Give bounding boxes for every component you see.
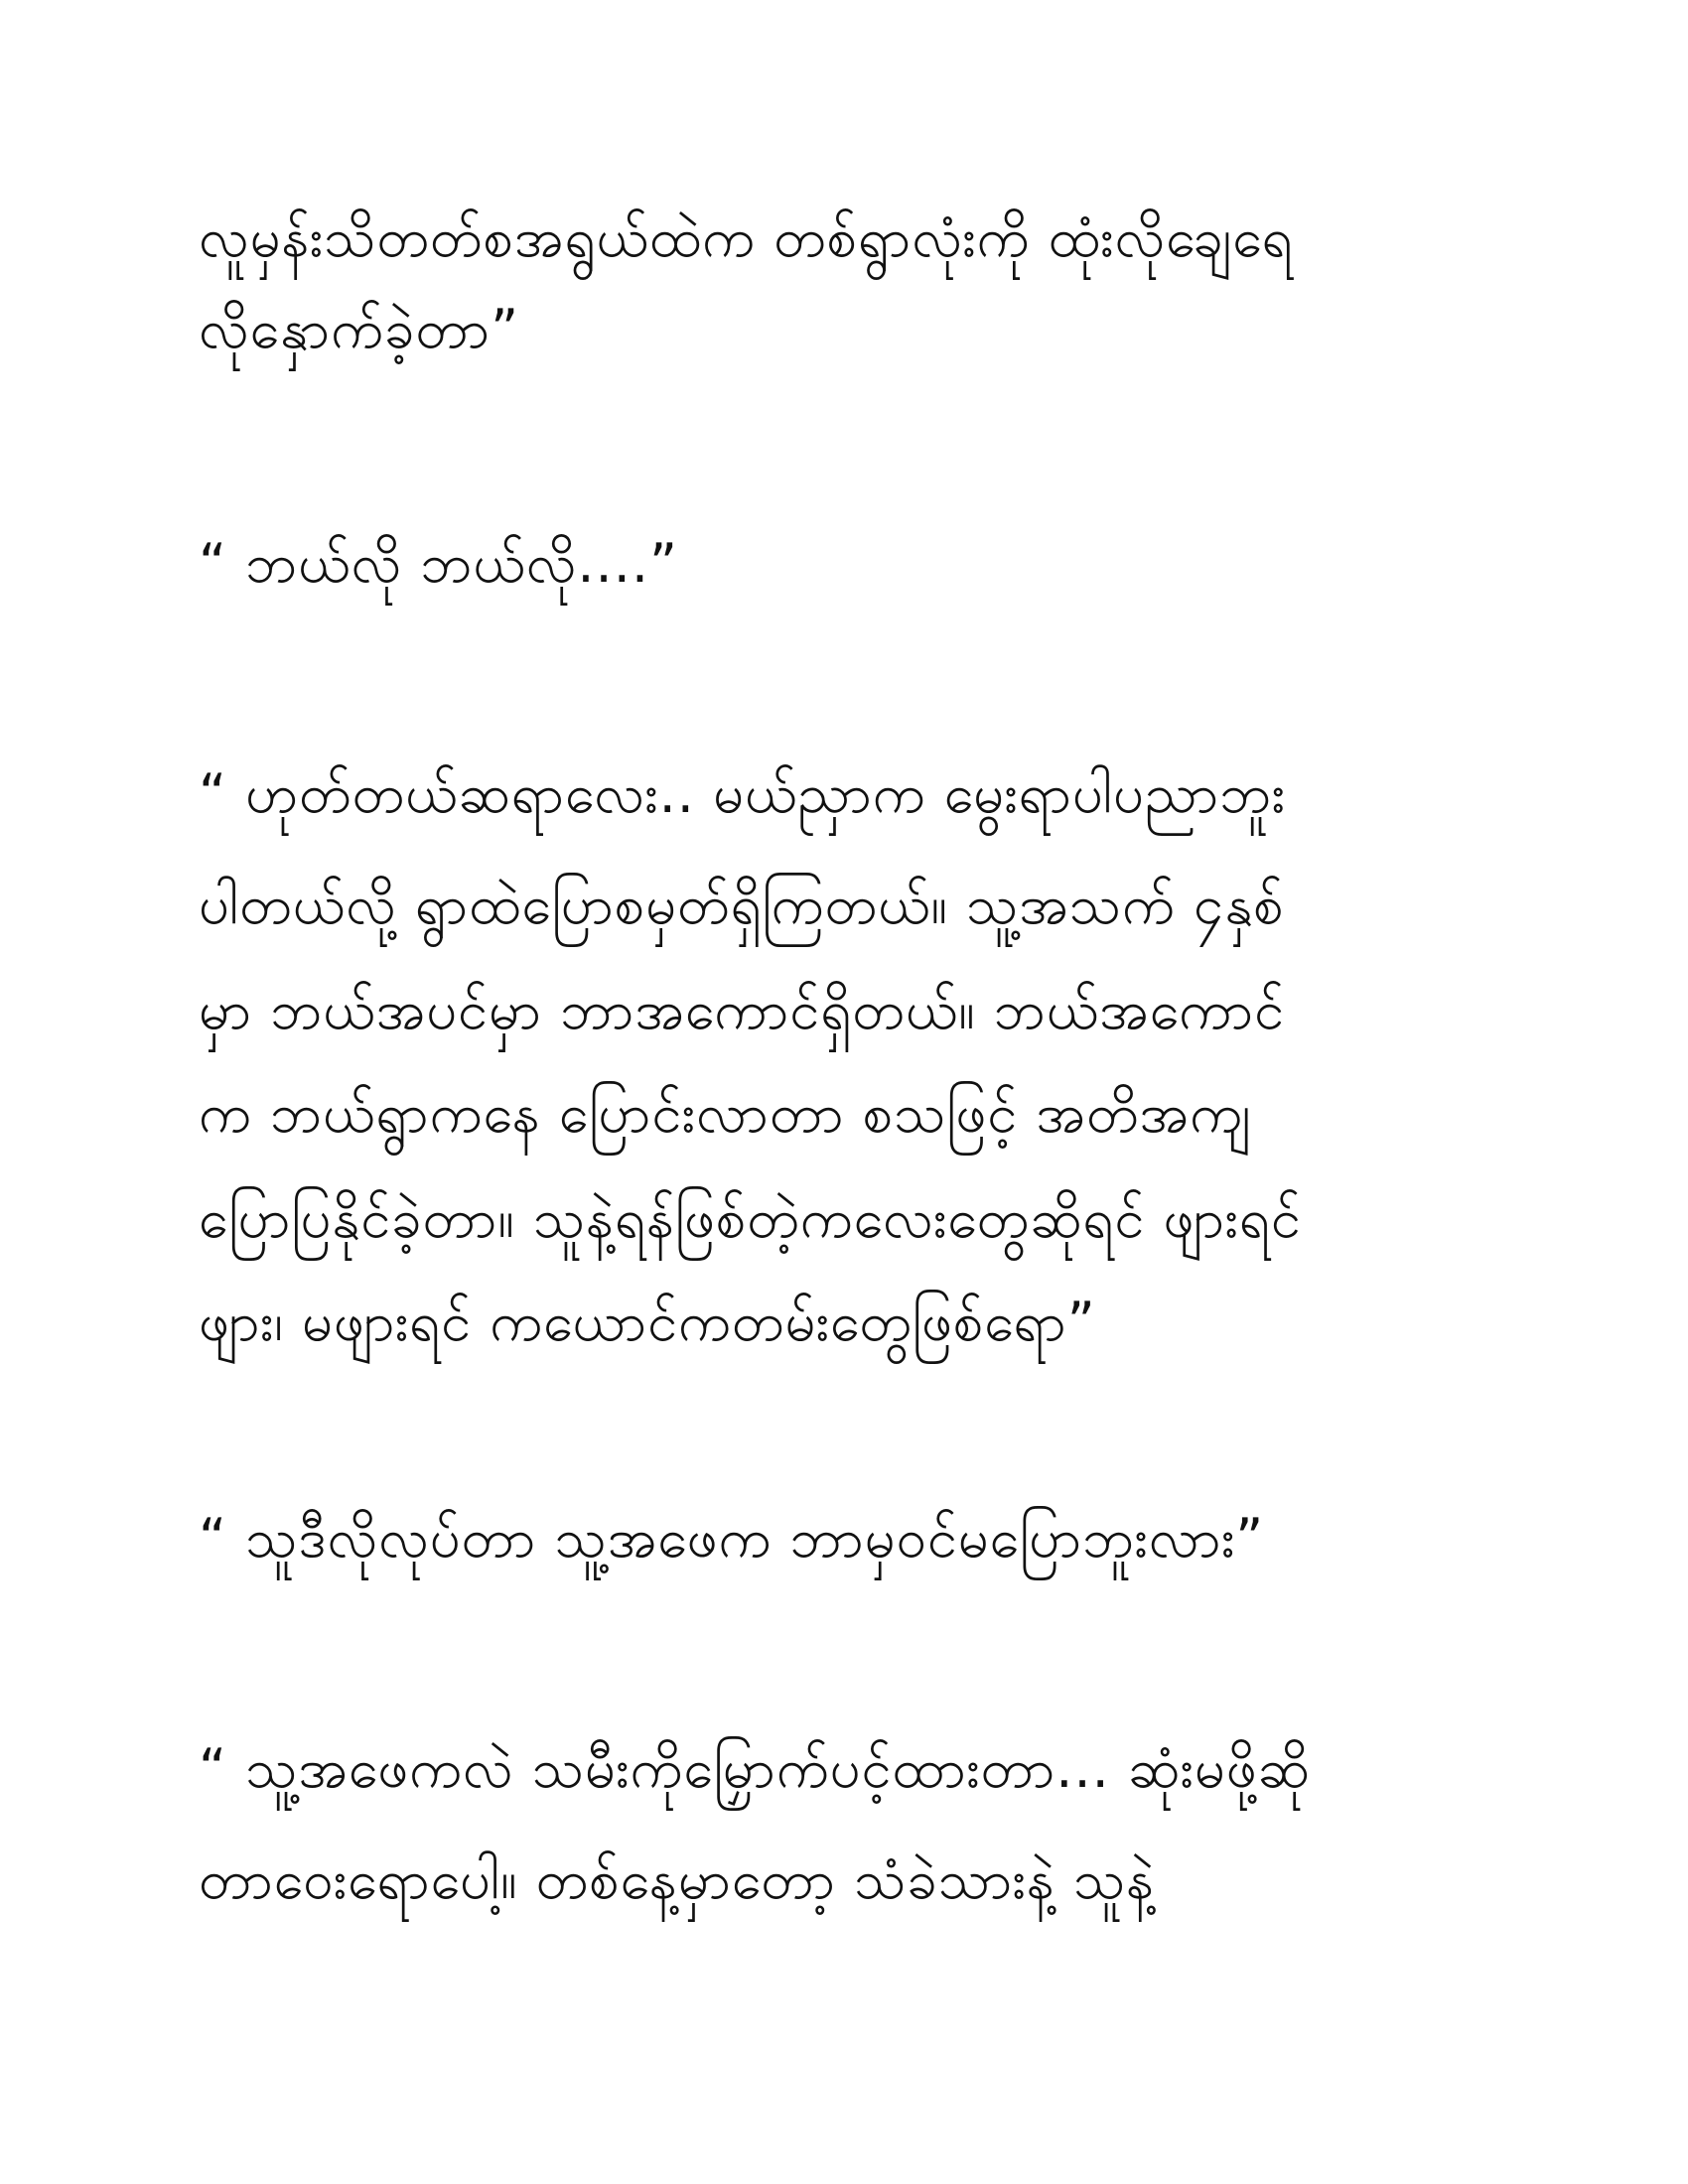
text-line: က ဘယ်ရွာကနေ ပြောင်းလာတာ စသဖြင့် အတိအကျ — [199, 1082, 1252, 1145]
text-line: လူမှန်းသိတတ်စအရွယ်ထဲက တစ်ရွာလုံးကို ထုံးလိုချေရေ — [199, 206, 1294, 269]
text-line: “ ဟုတ်တယ်ဆရာလေး.. မယ်ညှာက မွေးရာပါပညာဘူး — [199, 762, 1286, 825]
text-line: ပြောပြနိုင်ခဲ့တာ။ သူနဲ့ရန်ဖြစ်တဲ့ကလေးတွေဆိုရင် ဖျားရင် — [199, 1187, 1302, 1250]
text-line: “ သူဒီလိုလုပ်တာ သူ့အဖေက ဘာမှဝင်မပြောဘူးလား” — [199, 1507, 1265, 1570]
text-line: လိုနှောက်ခဲ့တာ” — [199, 298, 520, 360]
text-line: ဖျား၊ မဖျားရင် ကယောင်ကတမ်းတွေဖြစ်ရော” — [199, 1291, 1096, 1353]
text-line: မှာ ဘယ်အပင်မှာ ဘာအကောင်ရှိတယ်။ ဘယ်အကောင် — [199, 979, 1286, 1041]
text-line: “ သူ့အဖေကလဲ သမီးကိုမြှောက်ပင့်ထားတာ... ဆုံးမဖို့ဆို — [199, 1737, 1311, 1800]
text-line: တာဝေးရောပေါ့။ တစ်နေ့မှာတော့ သံခဲသားနဲ့ သူနဲ့ — [199, 1848, 1156, 1911]
text-line: “ ဘယ်လို ဘယ်လို....” — [199, 532, 679, 595]
text-line: ပါတယ်လို့ ရွာထဲပြောစမှတ်ရှိကြတယ်။ သူ့အသက် ၄နှစ် — [199, 874, 1285, 936]
